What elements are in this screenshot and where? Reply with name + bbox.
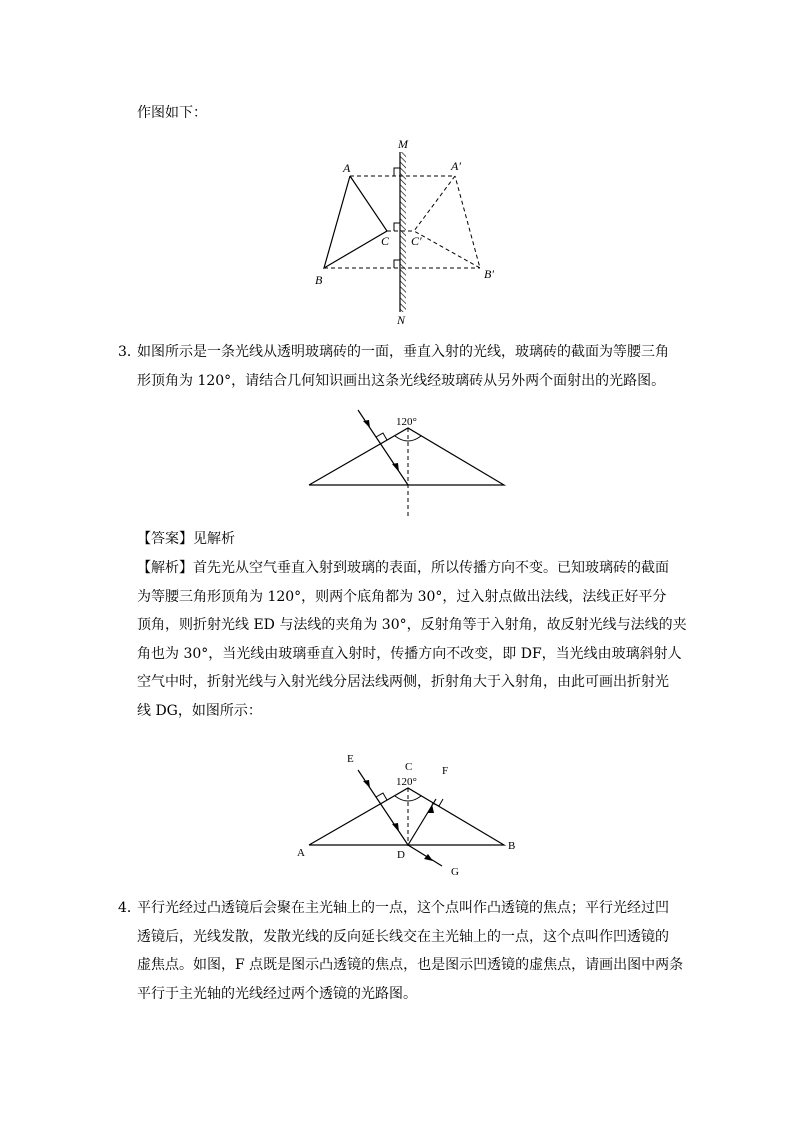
analysis-line-4: 角也为 30°，当光线由玻璃垂直入射时，传播方向不改变，即 DF，当光线由玻璃斜射人 [137,645,682,662]
label-d: D [397,849,405,861]
q4-text [137,894,683,1008]
label-a: A [297,847,305,859]
analysis-line-2: 为等腰三角形顶角为 120°，则两个底角都为 30°，过入射点做出法线，法线正好平分 [137,588,667,605]
label-g: G [451,866,459,878]
answer-text: 【答案】见解析 [137,531,235,547]
label-n: N [397,313,406,327]
q3-line-2: 形顶角为 120°，请结合几何知识画出这条光线经玻璃砖从另外两个面射出的光路图。 [137,372,666,389]
q4-line-3: 虚焦点。如图，F 点既是图示凸透镜的焦点，也是图示凹透镜的虚焦点，请画出图中两条 [137,957,684,973]
label-b: B [508,840,516,852]
q3-number: 3． [118,344,141,360]
angle-label: 120° [396,416,417,428]
intro-text: 作图如下： [137,105,207,121]
arrow-ed-2 [392,823,399,832]
ray-dg [408,845,442,866]
q4-number: 4． [118,900,141,916]
prism-triangle-abc [309,788,504,845]
q3-line-1: 如图所示是一条光线从透明玻璃砖的一面，垂直入射的光线，玻璃砖的截面为等腰三角 [137,344,669,360]
label-a: A [343,161,351,175]
label-e: E [347,753,354,765]
q4-line-1: 平行光经过凸透镜后会聚在主光轴上的一点，这个点叫作凸透镜的焦点；平行光经过凹 [137,900,669,916]
q4-line-4: 平行于主光轴的光线经过两个透镜的光路图。 [137,985,417,1002]
label-120: 120° [396,776,417,788]
label-m: M [398,137,408,151]
label-c: C [405,761,413,773]
arrow-ed-1 [363,780,370,788]
label-f: F [442,765,449,777]
label-a-prime: A′ [451,159,461,173]
label-c: C [381,234,390,248]
analysis-line-1: 【解析】首先光从空气垂直入射到玻璃的表面，所以传播方向不变。已知玻璃砖的截面 [137,560,669,576]
arrow-df [428,804,434,813]
analysis-line-6: 线 DG，如图所示： [137,702,262,719]
analysis-line-3: 顶角，则折射光线 ED 与法线的夹角为 30°，反射角等于入射角，故反射光线与法线的夹 [137,617,687,633]
q4-line-2: 透镜后，光线发散，发散光线的反向延长线交在主光轴上的一点，这个点叫作凹透镜的 [137,928,669,945]
label-b-prime: B′ [484,267,494,281]
label-c-prime: C′ [411,234,422,248]
analysis-line-5: 空气中时，折射光线与入射光线分居法线两侧，折射角大于入射角，由此可画出折射光 [137,674,669,690]
label-b: B [315,273,323,287]
